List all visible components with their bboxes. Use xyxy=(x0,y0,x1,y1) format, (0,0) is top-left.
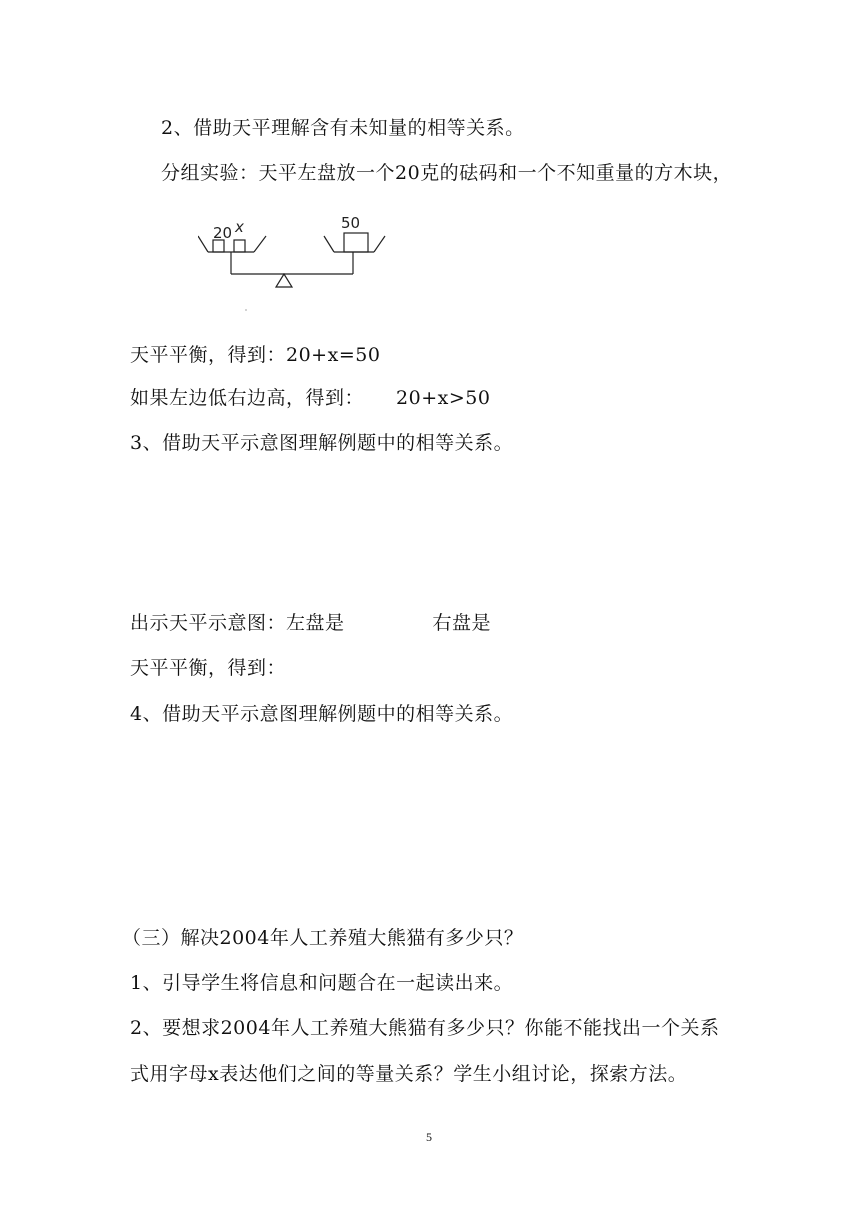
inequality-line xyxy=(130,385,490,411)
fulcrum-triangle xyxy=(276,274,292,287)
balance-scale-figure xyxy=(198,208,398,313)
right-pan-prompt: 右盘是 xyxy=(432,612,492,634)
equation-balanced: 天平平衡，得到：20+x=50 xyxy=(130,344,381,366)
heading-item-4: 4、借助天平示意图理解例题中的相等关系。 xyxy=(130,703,514,725)
heading-item-2: 2、借助天平理解含有未知量的相等关系。 xyxy=(161,117,525,139)
inequality-prefix: 如果左边低右边高，得到： xyxy=(130,387,365,409)
inequality-expression: 20+x>50 xyxy=(396,387,491,409)
step-1: 1、引导学生将信息和问题合在一起读出来。 xyxy=(130,972,514,994)
unknown-label: x xyxy=(235,218,244,236)
right-pan xyxy=(324,236,385,252)
weight-50g-block xyxy=(344,233,368,252)
page-number: 5 xyxy=(426,1130,432,1144)
balance-scale-drawing xyxy=(198,208,398,313)
step-2-continued: 式用字母x表达他们之间的等量关系？学生小组讨论，探索方法。 xyxy=(130,1063,688,1085)
paragraph-experiment: 分组实验：天平左盘放一个20克的砝码和一个不知重量的方木块， xyxy=(161,162,733,184)
diagram-prompt-line xyxy=(130,610,491,636)
heading-item-3: 3、借助天平示意图理解例题中的相等关系。 xyxy=(130,432,514,454)
left-weight-label: 20 xyxy=(213,224,233,242)
stray-dot xyxy=(245,309,246,310)
balance-result-line: 天平平衡，得到： xyxy=(130,657,287,679)
step-2: 2、要想求2004年人工养殖大熊猫有多少只？你能不能找出一个关系 xyxy=(130,1017,720,1039)
right-weight-label: 50 xyxy=(341,214,361,232)
section-heading-3: （三）解决2004年人工养殖大熊猫有多少只？ xyxy=(122,927,524,949)
left-pan-prompt: 出示天平示意图：左盘是 xyxy=(130,612,345,634)
balance-beam xyxy=(231,252,353,274)
unknown-wood-block xyxy=(234,240,245,252)
